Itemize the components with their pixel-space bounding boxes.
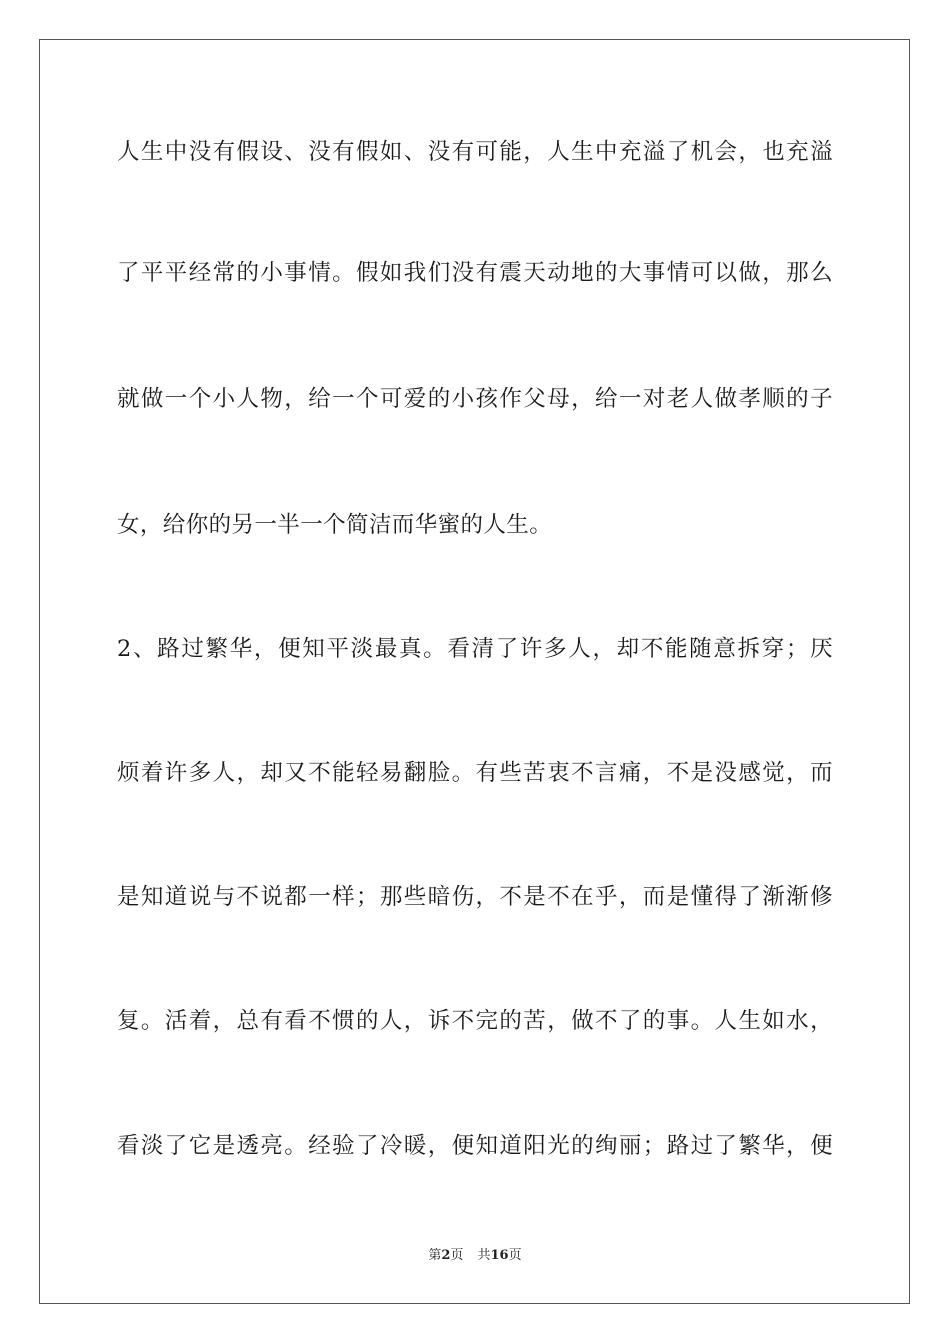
page-border <box>39 39 910 1304</box>
footer-page-prefix: 第 <box>428 1248 442 1263</box>
footer-page-number: 2 <box>441 1248 451 1263</box>
body-text-line: 人生中没有假设、没有假如、没有可能，人生中充溢了机会，也充溢 <box>117 139 833 165</box>
body-text-line: 看淡了它是透亮。经验了冷暖，便知道阳光的绚丽；路过了繁华，便 <box>117 1133 833 1159</box>
body-text-line: 烦着许多人，却又不能轻易翻脸。有些苦衷不言痛，不是没感觉，而 <box>117 760 833 786</box>
footer-page-suffix: 页 <box>450 1248 464 1263</box>
body-text-line: 女，给你的另一半一个简洁而华蜜的人生。 <box>117 512 553 538</box>
footer-total-prefix: 共 <box>477 1248 491 1263</box>
body-text-line: 复。活着，总有看不惯的人，诉不完的苦，做不了的事。人生如水， <box>117 1008 833 1034</box>
body-text-line: 是知道说与不说都一样；那些暗伤，不是不在乎，而是懂得了渐渐修 <box>117 884 833 910</box>
body-text-line: 2、路过繁华，便知平淡最真。看清了许多人，却不能随意拆穿；厌 <box>117 636 833 662</box>
body-text-line: 就做一个小人物，给一个可爱的小孩作父母，给一对老人做孝顺的子 <box>117 386 833 412</box>
footer-total-pages: 16 <box>490 1248 509 1263</box>
footer-total-suffix: 页 <box>508 1248 522 1263</box>
body-text-line: 了平平经常的小事情。假如我们没有震天动地的大事情可以做，那么 <box>117 260 833 286</box>
page-footer <box>0 1247 950 1265</box>
